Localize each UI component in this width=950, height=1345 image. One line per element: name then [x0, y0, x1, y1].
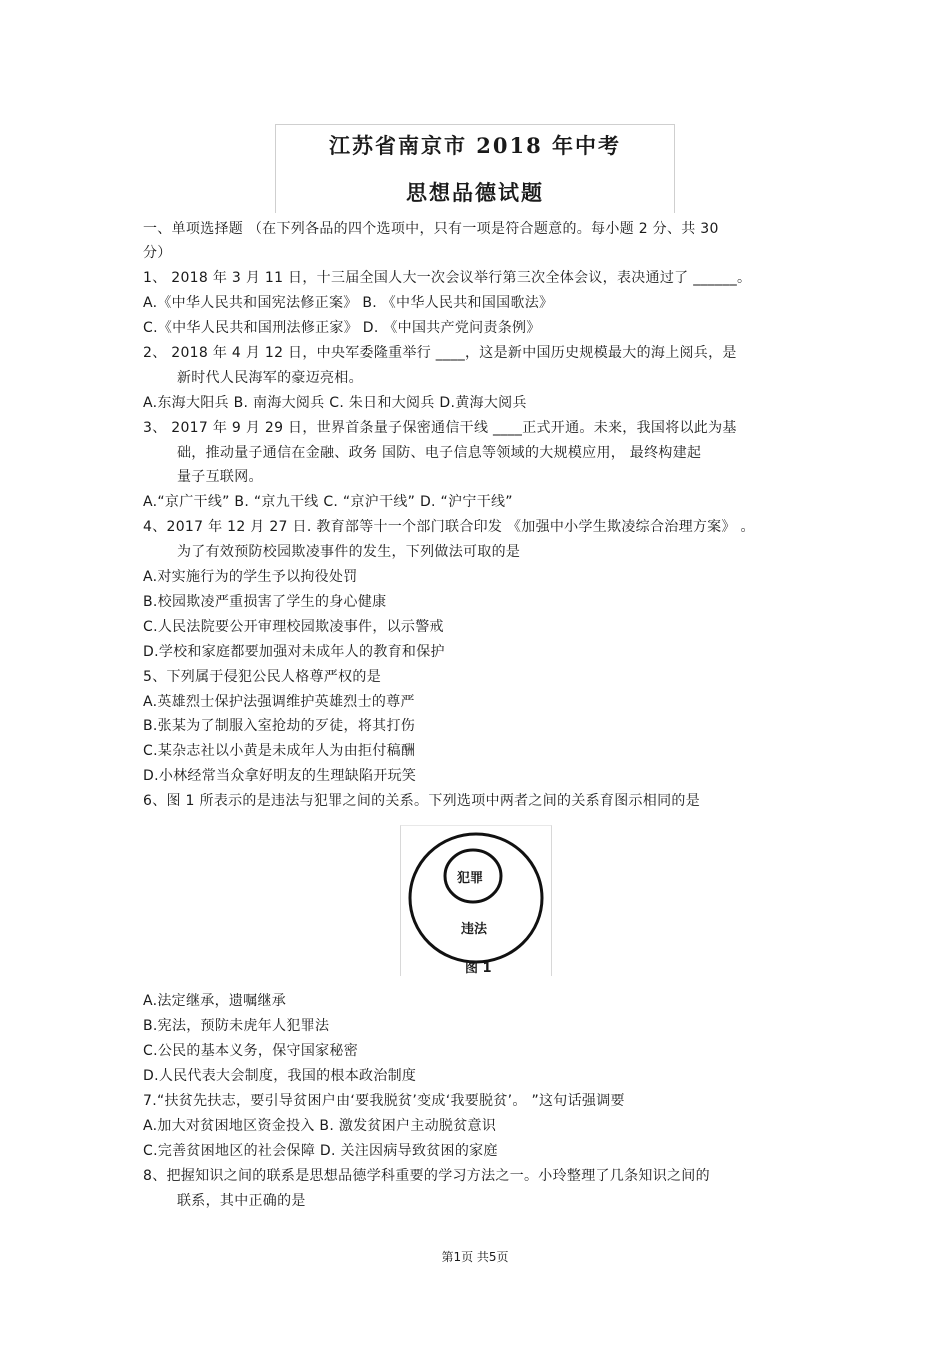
- question-1: 1、 2018 年 3 月 11 日，十三届全国人大一次会议举行第三次全体会议，表决通过了 ______。: [143, 270, 752, 286]
- q5-option-a: A.英雄烈士保护法强调维护英雄烈士的尊严: [143, 694, 415, 710]
- q5-option-b: B.张某为了制服入室抢劫的歹徒，将其打伤: [143, 718, 416, 734]
- q1-options-cd: C.《中华人民共和国刑法修正家》 D. 《中国共产党问责条例》: [143, 320, 541, 336]
- question-6: 6、图 1 所表示的是违法与犯罪之间的关系。下列选项中两者之间的关系育图示相同的是: [143, 793, 701, 809]
- exam-subtitle: 思想品德试题: [406, 180, 544, 205]
- q6-option-c: C.公民的基本义务，保守国家秘密: [143, 1043, 359, 1059]
- figure-1-venn-diagram: [400, 825, 552, 976]
- q4-option-b: B.校园欺凌严重损害了学生的身心健康: [143, 594, 387, 610]
- q6-option-a: A.法定继承，遗嘱继承: [143, 993, 287, 1009]
- exam-title: 江苏省南京市 2018 年中考: [328, 133, 622, 158]
- q2-options: A.东海大阳兵 B. 南海大阅兵 C. 朱日和大阅兵 D.黄海大阅兵: [143, 395, 527, 411]
- q7-options-cd: C.完善贫困地区的社会保障 D. 关注因病导致贫困的家庭: [143, 1143, 498, 1159]
- page-number: 第1页 共5页: [441, 1250, 509, 1264]
- q5-option-d: D.小林经常当众拿好明友的生理缺陷开玩笑: [143, 768, 417, 784]
- question-4: 4、2017 年 12 月 27 日. 教育部等十一个部门联合印发 《加强中小学生欺凌综合治理方案》 。: [143, 519, 755, 535]
- section-heading: 一、单项选择题 （在下列各品的四个选项中，只有一项是符合题意的。每小题 2 分、共 30: [143, 221, 719, 237]
- q7-options-ab: A.加大对贫困地区资金投入 B. 激发贫困户主动脱贫意识: [143, 1118, 497, 1134]
- q6-option-b: B.宪法，预防未虎年人犯罪法: [143, 1018, 330, 1034]
- exam-title-box: [275, 124, 675, 213]
- venn-circles: [401, 826, 551, 976]
- question-2-cont: 新时代人民海军的豪迈亮相。: [177, 370, 363, 386]
- figure-caption: 图 1: [465, 961, 492, 976]
- question-3: 3、 2017 年 9 月 29 日，世界首条量子保密通信干线 ____正式开通。未来，我国将以此为基: [143, 420, 737, 436]
- question-5: 5、下列属于侵犯公民人格尊严权的是: [143, 669, 382, 685]
- q3-options: A.“京广干线” B. “京九干线 C. “京沪干线” D. “沪宁干线”: [143, 494, 513, 510]
- question-8-cont: 联系，其中正确的是: [177, 1193, 306, 1209]
- q1-options-ab: A.《中华人民共和国宪法修正案》 B. 《中华人民共和国国歌法》: [143, 295, 554, 311]
- question-7: 7.“扶贫先扶志，要引导贫困户由‘要我脱贫’变成‘我要脱贫’。 ”这句话强调要: [143, 1093, 625, 1109]
- question-4-cont: 为了有效预防校园欺凌事件的发生，下列做法可取的是: [177, 544, 521, 560]
- q4-option-d: D.学校和家庭都要加强对未成年人的教育和保护: [143, 644, 445, 660]
- q4-option-a: A.对实施行为的学生予以拘役处罚: [143, 569, 358, 585]
- q4-option-c: C.人民法院要公开审理校园欺凌事件，以示警戒: [143, 619, 444, 635]
- question-8: 8、把握知识之间的联系是思想品德学科重要的学习方法之一。小玲整理了几条知识之间的: [143, 1168, 710, 1184]
- q5-option-c: C.某杂志社以小黄是未成年人为由拒付稿酬: [143, 743, 416, 759]
- q6-option-d: D.人民代表大会制度，我国的根本政治制度: [143, 1068, 417, 1084]
- question-2: 2、 2018 年 4 月 12 日，中央军委隆重举行 ____，这是新中国历史规模最大的海上阅兵，是: [143, 345, 737, 361]
- outer-circle-label: 违法: [461, 922, 488, 937]
- outer-circle: [410, 834, 542, 962]
- inner-circle-label: 犯罪: [457, 871, 484, 886]
- section-heading-cont: 分）: [143, 245, 172, 261]
- question-3-cont: 础，推动量子通信在金融、政务 国防、电子信息等领域的大规模应用， 最终构建起: [177, 445, 702, 461]
- question-3-cont2: 量子互联网。: [177, 469, 263, 485]
